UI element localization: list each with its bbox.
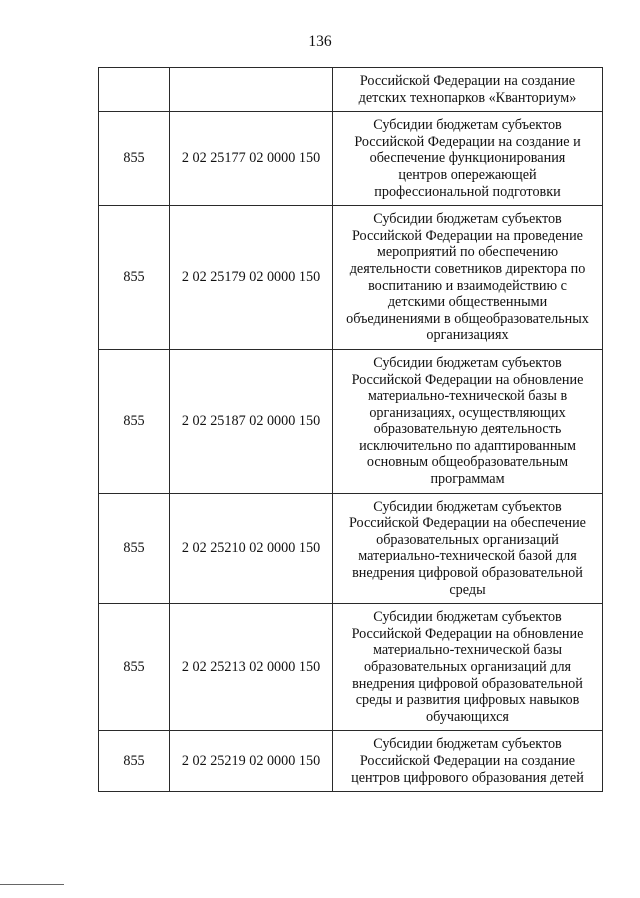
revenue-name-cell [333, 68, 603, 112]
budget-code-cell: 2 02 25177 02 0000 150 [170, 112, 333, 206]
revenue-name-text: Субсидии бюджетам субъектов Российской Федерации на обеспечение образовательных организаций материально-технической базой для внедрения цифровой образовательной среды [349, 498, 586, 598]
table-row [99, 68, 603, 112]
admin-code-cell: 855 [99, 112, 170, 206]
admin-code-cell: 855 [99, 604, 170, 731]
revenue-name-text: Субсидии бюджетам субъектов Российской Федерации на создание центров цифрового образования детей [351, 736, 584, 786]
revenue-name-text: Субсидии бюджетам субъектов Российской Федерации на обновление материально-технической базы образовательных организаций для внедрения цифровой образовательной среды и развития цифровых навыков обучающихся [351, 609, 584, 725]
budget-code-cell: 2 02 25179 02 0000 150 [170, 206, 333, 350]
table-row [99, 206, 603, 350]
admin-code-cell: 855 [99, 206, 170, 350]
admin-code-cell [99, 68, 170, 112]
revenue-name-cell [333, 493, 603, 604]
table-row [99, 604, 603, 731]
revenue-name-text: Российской Федерации на создание детских технопарков «Кванториум» [358, 73, 577, 106]
revenue-name-cell [333, 604, 603, 731]
admin-code-cell: 855 [99, 493, 170, 604]
revenue-name-text: Субсидии бюджетам субъектов Российской Федерации на проведение мероприятий по обеспечению деятельности советников директора по воспитанию и взаимодействию с детскими общественными объединениями в общеобразовательных организациях [346, 211, 589, 344]
revenue-name-cell [333, 731, 603, 792]
table-row [99, 493, 603, 604]
budget-code-cell: 2 02 25213 02 0000 150 [170, 604, 333, 731]
admin-code-cell: 855 [99, 349, 170, 493]
revenue-name-text: Субсидии бюджетам субъектов Российской Федерации на обновление материально-технической базы в организациях, осуществляющих образовательную деятельность исключительно по адаптированным основным общеобразовательным программам [351, 354, 584, 488]
table-row [99, 112, 603, 206]
revenue-name-cell [333, 206, 603, 350]
budget-code-cell: 2 02 25187 02 0000 150 [170, 349, 333, 493]
footnote-separator [0, 884, 64, 885]
admin-code-cell: 855 [99, 731, 170, 792]
table-row [99, 731, 603, 792]
budget-code-cell: 2 02 25219 02 0000 150 [170, 731, 333, 792]
budget-revenue-table [98, 67, 603, 792]
table-row [99, 349, 603, 493]
budget-code-cell: 2 02 25210 02 0000 150 [170, 493, 333, 604]
revenue-name-cell [333, 349, 603, 493]
revenue-name-cell [333, 112, 603, 206]
budget-code-cell [170, 68, 333, 112]
revenue-name-text: Субсидии бюджетам субъектов Российской Федерации на создание и обеспечение функционирования центров опережающей профессиональной подготовки [354, 117, 581, 200]
page-number: 136 [308, 33, 332, 50]
